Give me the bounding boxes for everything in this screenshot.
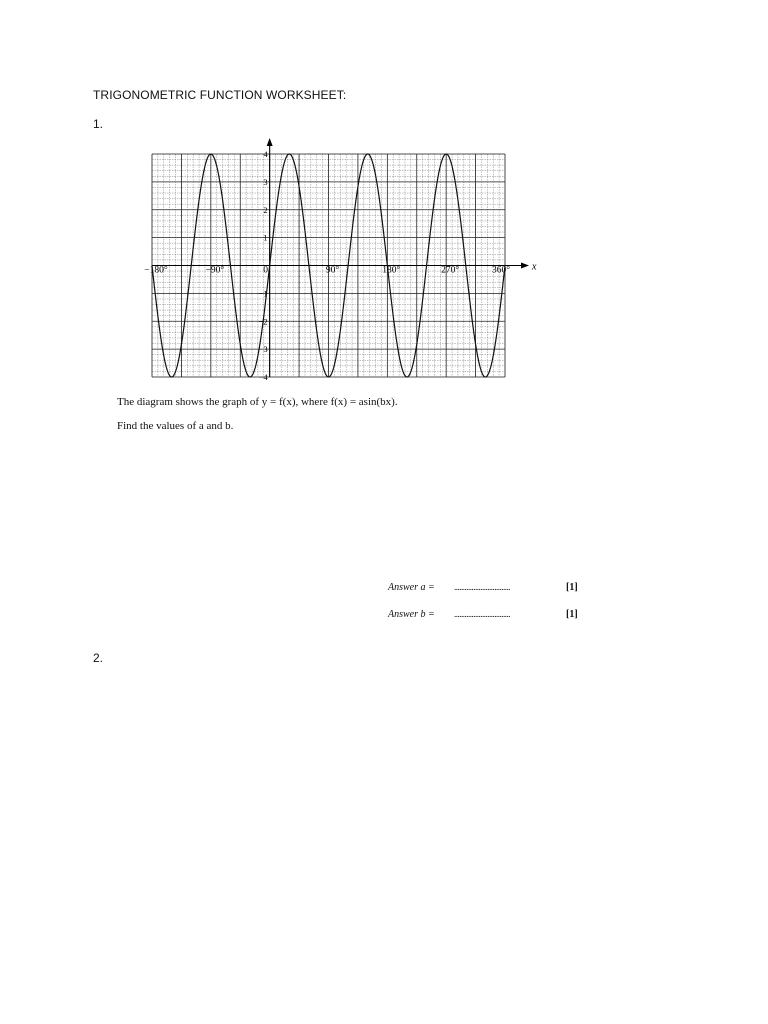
x-tick-label: −90° xyxy=(205,265,225,276)
x-axis-arrow xyxy=(521,263,529,269)
answer-a-row xyxy=(388,582,588,596)
answer-b-field[interactable]: ................................ xyxy=(454,609,510,619)
x-tick-label: 0 xyxy=(263,265,269,276)
y-tick-label: 2 xyxy=(263,204,268,215)
y-tick-label: 4 xyxy=(263,149,268,159)
question-1-number: 1. xyxy=(93,117,104,131)
y-tick-label: 3 xyxy=(263,176,268,187)
axes xyxy=(152,138,529,377)
x-tick-label: 360° xyxy=(491,265,511,276)
question-1-stem-line2: Find the values of a and b. xyxy=(117,420,234,432)
y-tick-label: −2 xyxy=(258,316,268,327)
y-tick-label: −3 xyxy=(258,344,268,355)
x-tick-label: −180° xyxy=(144,265,168,276)
x-tick-label: 90° xyxy=(325,265,340,276)
x-tick-label: 270° xyxy=(441,265,460,276)
y-tick-label: −1 xyxy=(258,288,268,299)
question-2-number: 2. xyxy=(93,651,104,665)
answer-b-row xyxy=(388,609,588,623)
y-tick-label: −4 xyxy=(258,372,268,382)
answer-a-marks: [1] xyxy=(566,582,578,593)
sine-graph xyxy=(130,138,540,383)
x-axis-label: x xyxy=(532,261,537,273)
y-axis-arrow xyxy=(267,138,273,146)
worksheet-title: TRIGONOMETRIC FUNCTION WORKSHEET: xyxy=(93,88,347,102)
y-tick-label: 1 xyxy=(263,232,268,243)
answer-a-field[interactable]: ................................ xyxy=(454,582,510,592)
question-1-stem-line1: The diagram shows the graph of y = f(x), where f(x) = asin(bx). xyxy=(117,396,398,408)
x-tick-label: 180° xyxy=(382,265,401,276)
answer-b-label: Answer b = xyxy=(388,609,435,620)
answer-b-marks: [1] xyxy=(566,609,578,620)
answer-a-label: Answer a = xyxy=(388,582,435,593)
